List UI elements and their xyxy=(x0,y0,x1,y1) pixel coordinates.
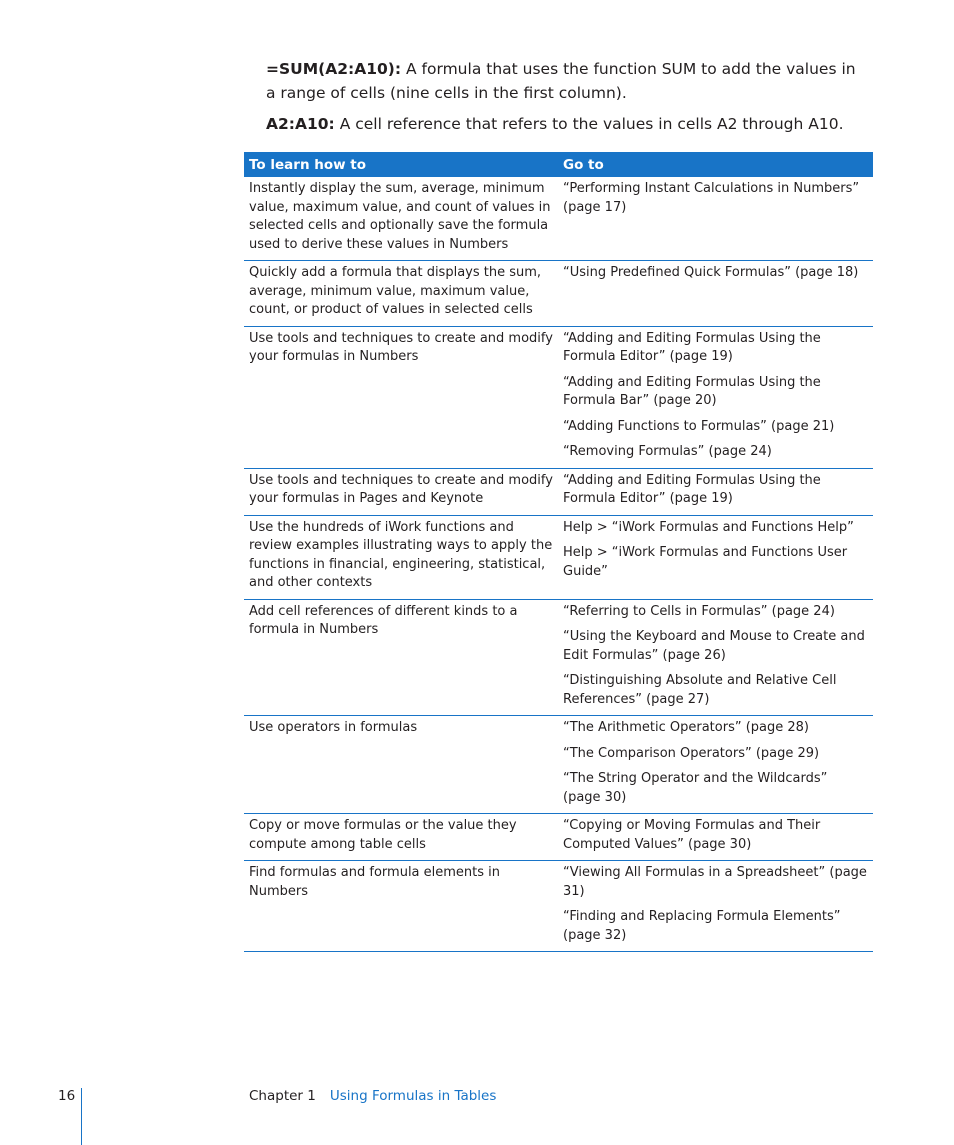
links-cell xyxy=(558,468,873,515)
link-ref[interactable]: “Distinguishing Absolute and Relative Cell References” (page 27) xyxy=(563,673,837,707)
task-cell: Use tools and techniques to create and modify your formulas in Pages and Keynote xyxy=(244,468,558,515)
links-cell xyxy=(558,515,873,599)
task-cell: Copy or move formulas or the value they compute among table cells xyxy=(244,814,558,861)
task-cell: Quickly add a formula that displays the sum, average, minimum value, maximum value, count, or product of values in selected cells xyxy=(244,261,558,327)
footer-divider xyxy=(81,1088,82,1145)
task-cell: Use the hundreds of iWork functions and review examples illustrating ways to apply the functions in financial, engineering, statistical, and other contexts xyxy=(244,515,558,599)
link-ref[interactable]: “Performing Instant Calculations in Numbers” (page 17) xyxy=(563,181,860,215)
link-ref[interactable]: “Using Predefined Quick Formulas” (page 18) xyxy=(563,265,859,280)
chapter-label: Chapter 1 xyxy=(249,1088,316,1104)
link-ref[interactable]: “Adding and Editing Formulas Using the Formula Bar” (page 20) xyxy=(563,374,821,408)
table-body xyxy=(244,177,873,952)
definition-range xyxy=(266,113,866,137)
table-row xyxy=(244,515,873,599)
learn-table xyxy=(244,152,873,952)
links-cell xyxy=(558,261,873,327)
links-cell xyxy=(558,861,873,952)
definitions xyxy=(266,58,866,145)
task-cell: Add cell references of different kinds to a formula in Numbers xyxy=(244,599,558,716)
definition-text: A cell reference that refers to the values in cells A2 through A10. xyxy=(339,115,844,133)
link-ref[interactable]: “Removing Formulas” (page 24) xyxy=(563,444,772,459)
link-ref[interactable]: “The Comparison Operators” (page 29) xyxy=(563,745,820,761)
link-ref[interactable]: “Copying or Moving Formulas and Their Computed Values” (page 30) xyxy=(563,818,821,852)
header-goto: Go to xyxy=(558,152,873,177)
link-ref[interactable]: “The Arithmetic Operators” (page 28) xyxy=(563,720,809,735)
link-ref[interactable]: “Adding Functions to Formulas” (page 21) xyxy=(563,418,835,434)
links-cell xyxy=(558,716,873,814)
task-cell: Instantly display the sum, average, minimum value, maximum value, and count of values in selected cells and optionally save the formula used to derive these values in Numbers xyxy=(244,177,558,261)
definition-sum xyxy=(266,58,866,105)
task-cell: Find formulas and formula elements in Numbers xyxy=(244,861,558,952)
link-ref[interactable]: “Adding and Editing Formulas Using the Formula Editor” (page 19) xyxy=(563,330,821,364)
links-cell xyxy=(558,814,873,861)
page-number: 16 xyxy=(58,1088,76,1104)
link-ref[interactable]: “Referring to Cells in Formulas” (page 24) xyxy=(563,603,835,619)
task-cell: Use operators in formulas xyxy=(244,716,558,814)
table-row xyxy=(244,468,873,515)
header-learn: To learn how to xyxy=(244,152,558,177)
link-ref[interactable]: Help > “iWork Formulas and Functions Help” xyxy=(563,519,854,535)
definition-text: A formula that uses the function SUM to add the values in a range of cells (nine cells in the first column). xyxy=(266,60,856,102)
links-cell xyxy=(558,326,873,468)
link-ref[interactable]: Help > “iWork Formulas and Functions User Guide” xyxy=(563,545,848,579)
table-row xyxy=(244,716,873,814)
link-ref[interactable]: “Finding and Replacing Formula Elements” (page 32) xyxy=(563,909,841,943)
link-ref[interactable]: “The String Operator and the Wildcards” (page 30) xyxy=(563,771,828,805)
table-header-row xyxy=(244,152,873,177)
table-row xyxy=(244,261,873,327)
link-ref[interactable]: “Viewing All Formulas in a Spreadsheet” (page 31) xyxy=(563,865,867,899)
definition-term: A2:A10: xyxy=(266,115,335,133)
table-row xyxy=(244,326,873,468)
chapter-footer xyxy=(249,1088,496,1104)
chapter-title[interactable]: Using Formulas in Tables xyxy=(329,1088,497,1104)
link-ref[interactable]: “Adding and Editing Formulas Using the Formula Editor” (page 19) xyxy=(563,472,821,506)
task-cell: Use tools and techniques to create and modify your formulas in Numbers xyxy=(244,326,558,468)
links-cell xyxy=(558,177,873,261)
table-row xyxy=(244,599,873,716)
table-row xyxy=(244,861,873,952)
table-row xyxy=(244,177,873,261)
link-ref[interactable]: “Using the Keyboard and Mouse to Create and Edit Formulas” (page 26) xyxy=(563,629,865,663)
links-cell xyxy=(558,599,873,716)
definition-term: =SUM(A2:A10): xyxy=(266,60,402,78)
table-row xyxy=(244,814,873,861)
